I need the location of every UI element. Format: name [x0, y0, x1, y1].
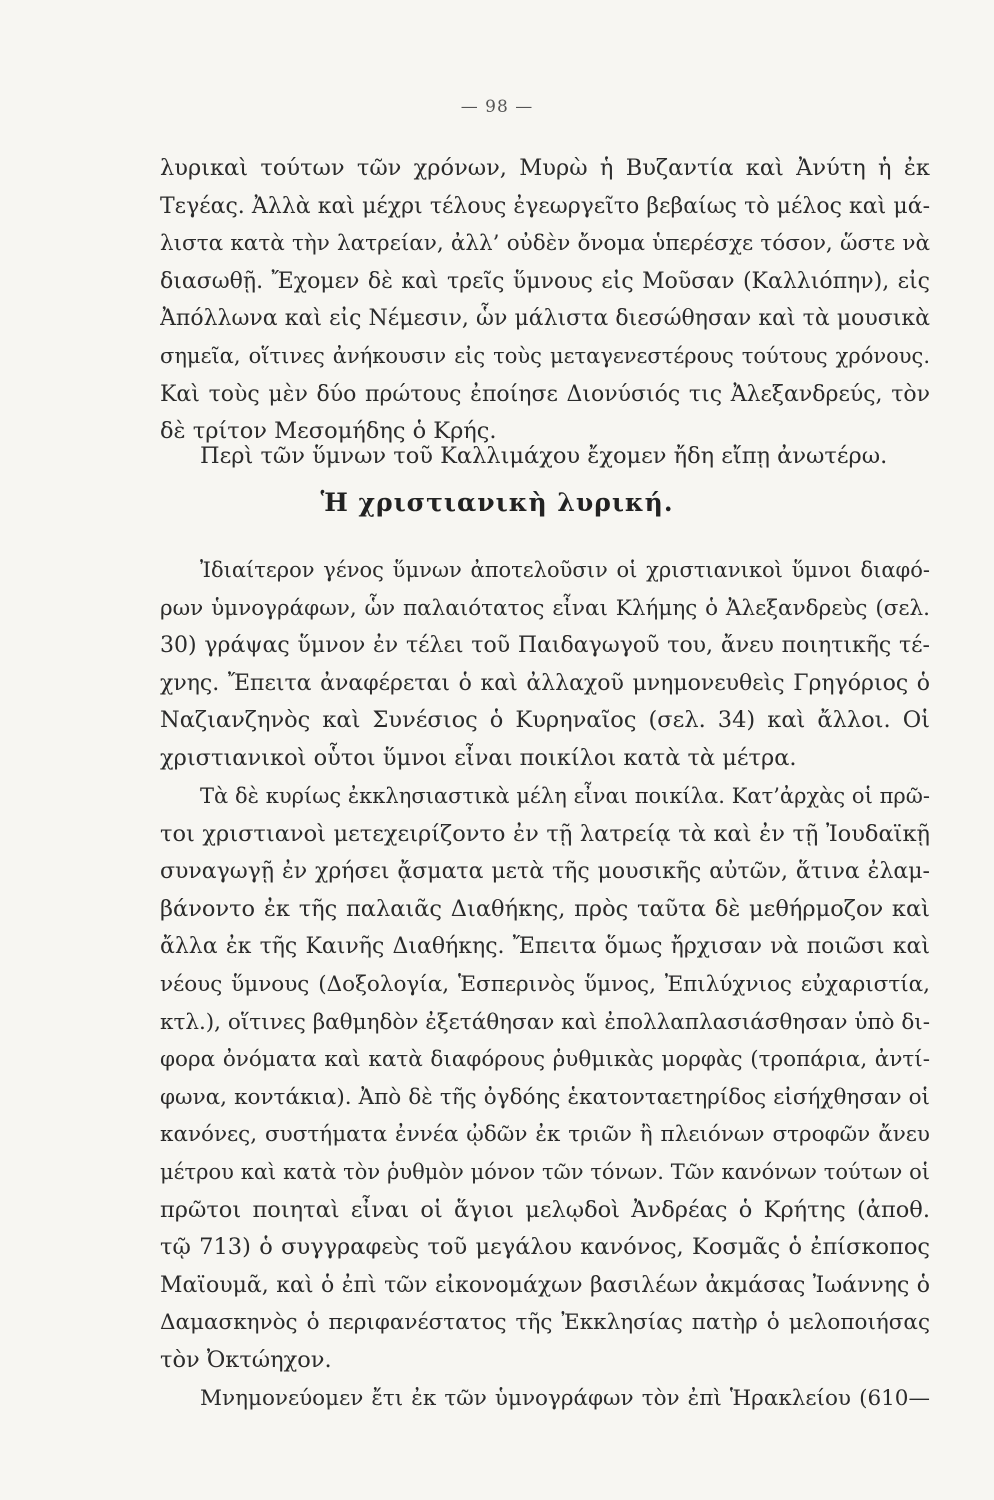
text-line: φωνα, κοντάκια). Ἀπὸ δὲ τῆς ὀγδόης ἑκατονταετηρίδος εἰσήχθησαν οἱ: [160, 1084, 930, 1110]
paragraph-4: [160, 778, 930, 1380]
text-line: ἄλλα ἐκ τῆς Καινῆς Διαθήκης. Ἔπειτα ὅμως ἤρχισαν νὰ ποιῶσι καὶ: [160, 934, 930, 960]
text-line: διασωθῇ. Ἔχομεν δὲ καὶ τρεῖς ὕμνους εἰς Μοῦσαν (Καλλιόπην), εἰς: [160, 268, 930, 294]
paragraph-2: [160, 438, 930, 476]
text-line: κτλ.), οἵτινες βαθμηδὸν ἐξετάθησαν καὶ ἐπολλαπλασιάσθησαν ὑπὸ δι-: [160, 1009, 930, 1035]
text-line: τοι χριστιανοὶ μετεχειρίζοντο ἐν τῇ λατρείᾳ τὰ καὶ ἐν τῇ Ἰουδαϊκῇ: [160, 820, 930, 847]
paragraph-1: [160, 150, 930, 451]
text-line: Ἰδιαίτερον γένος ὕμνων ἀποτελοῦσιν οἱ χριστιανικοὶ ὕμνοι διαφό-: [200, 558, 930, 582]
text-line: Μαϊουμᾶ, καὶ ὁ ἐπὶ τῶν εἰκονομάχων βασιλέων ἀκμάσας Ἰωάννης ὁ: [160, 1272, 930, 1298]
text-line: λιστα κατὰ τὴν λατρείαν, ἀλλ’ οὐδὲν ὄνομα ὑπερέσχε τόσον, ὥστε νὰ: [160, 231, 930, 257]
page-number: — 98 —: [460, 97, 534, 117]
text-line: Δαμασκηνὸς ὁ περιφανέστατος τῆς Ἐκκλησίας πατὴρ ὁ μελοποιήσας: [160, 1310, 930, 1336]
text-line: βάνοντο ἐκ τῆς παλαιᾶς Διαθήκης, πρὸς ταῦτα δὲ μεθήρμοζον καὶ: [160, 895, 930, 922]
text-line: συναγωγῇ ἐν χρήσει ᾄσματα μετὰ τῆς μουσικῆς αὐτῶν, ἅτινα ἐλαμ-: [160, 859, 930, 885]
text-line: Τεγέας. Ἀλλὰ καὶ μέχρι τέλους ἐγεωργεῖτο βεβαίως τὸ μέλος καὶ μά-: [160, 193, 930, 219]
text-line: ρων ὑμνογράφων, ὧν παλαιότατος εἶναι Κλήμης ὁ Ἀλεξανδρεὺς (σελ.: [160, 595, 930, 621]
text-line: Μνημονεύομεν ἔτι ἐκ τῶν ὑμνογράφων τὸν ἐπὶ Ἡρακλείου (610—: [200, 1386, 930, 1411]
text-line: Ἀπόλλωνα καὶ εἰς Νέμεσιν, ὧν μάλιστα διεσώθησαν καὶ τὰ μουσικὰ: [160, 306, 930, 332]
text-line: Περὶ τῶν ὕμνων τοῦ Καλλιμάχου ἔχομεν ἤδη εἴπῃ ἀνωτέρω.: [200, 443, 888, 469]
text-line: 30) γράψας ὕμνον ἐν τέλει τοῦ Παιδαγωγοῦ του, ἄνευ ποιητικῆς τέ-: [160, 633, 930, 659]
paragraph-5: [160, 1380, 930, 1418]
text-line: τῷ 713) ὁ συγγραφεὺς τοῦ μεγάλου κανόνος, Κοσμᾶς ὁ ἐπίσκοπος: [160, 1234, 930, 1261]
text-line: Ναζιανζηνὸς καὶ Συνέσιος ὁ Κυρηναῖος (σελ. 34) καὶ ἄλλοι. Οἱ: [160, 707, 930, 734]
text-line: σημεῖα, οἵτινες ἀνήκουσιν εἰς τοὺς μεταγενεστέρους τούτους χρόνους.: [160, 343, 930, 368]
text-line: δὲ τρίτον Μεσομήδης ὁ Κρής.: [160, 418, 497, 445]
text-line: τὸν Ὀκτώηχον.: [160, 1346, 332, 1373]
text-line: μέτρου καὶ κατὰ τὸν ῥυθμὸν μόνον τῶν τόνων. Τῶν κανόνων τούτων οἱ: [160, 1159, 930, 1184]
text-line: κανόνες, συστήματα ἐννέα ᾠδῶν ἐκ τριῶν ἢ πλειόνων στροφῶν ἄνευ: [160, 1122, 930, 1148]
text-line: Καὶ τοὺς μὲν δύο πρώτους ἐποίησε Διονύσιός τις Ἀλεξανδρεύς, τὸν: [160, 381, 930, 407]
text-line: πρῶτοι ποιηταὶ εἶναι οἱ ἅγιοι μελῳδοὶ Ἀνδρέας ὁ Κρήτης (ἀποθ.: [160, 1196, 930, 1223]
text-line: λυρικαὶ τούτων τῶν χρόνων, Μυρὼ ἡ Βυζαντία καὶ Ἀνύτη ἡ ἐκ: [160, 155, 930, 181]
text-line: χριστιανικοὶ οὗτοι ὕμνοι εἶναι ποικίλοι κατὰ τὰ μέτρα.: [160, 744, 797, 771]
paragraph-3: [160, 552, 930, 778]
section-heading: Ἡ χριστιανικὴ λυρική.: [320, 488, 674, 517]
text-line: νέους ὕμνους (Δοξολογία, Ἑσπερινὸς ὕμνος, Ἐπιλύχνιος εὐχαριστία,: [160, 971, 930, 997]
text-line: φορα ὀνόματα καὶ κατὰ διαφόρους ῥυθμικὰς μορφὰς (τροπάρια, ἀντί-: [160, 1047, 930, 1073]
text-line: Τὰ δὲ κυρίως ἐκκλησιαστικὰ μέλη εἶναι ποικίλα. Κατ’ἀρχὰς οἱ πρῶ-: [200, 784, 930, 808]
text-line: χνης. Ἔπειτα ἀναφέρεται ὁ καὶ ἀλλαχοῦ μνημονευθεὶς Γρηγόριος ὁ: [160, 670, 930, 696]
